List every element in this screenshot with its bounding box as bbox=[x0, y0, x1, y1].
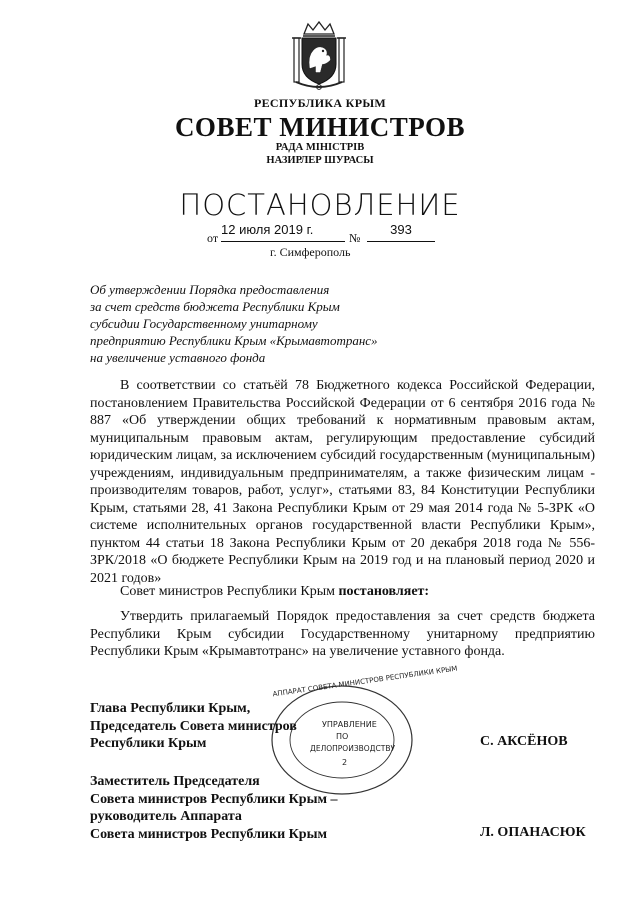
number-prefix: № bbox=[349, 231, 361, 245]
preamble-paragraph: В соответствии со статьёй 78 Бюджетного кодекса Российской Федерации, постановлением Правительства Российской Федерации от 6 сентября 2016 года № 887 «Об утверждении общих требований к нормативным правовым актам, муниципальным правовым актам, регулирующим предоставление субсидий юридическим лицам, за исключением субсидий государственным (муниципальным) учреждениям, индивидуальным предпринимателям, а также физическим лицам - производителям товаров, работ, услуг», статьями 83, 84 Конституции Республики Крым, статьями 28, 41 Закона Республики Крым от 29 мая 2014 года № 5-ЗРК «О системе исполнительных органов государственной власти Республики Крым», пунктом 44 статьи 18 Закона Республики Крым от 20 декабря 2018 года № 556-ЗРК/2018 «О бюджете Республики Крым на 2019 год и на плановый период 2020 и 2021 годов» bbox=[90, 378, 595, 586]
stamp-inner-line: УПРАВЛЕНИЕ bbox=[322, 720, 377, 729]
stamp-inner-line: ДЕЛОПРОИЗВОДСТВУ bbox=[310, 744, 396, 753]
council-heading: СОВЕТ МИНИСТРОВ bbox=[174, 112, 466, 142]
stamp-inner-line: ПО bbox=[336, 732, 349, 741]
signatory-title-line: Республики Крым bbox=[90, 736, 207, 751]
decree-subject bbox=[90, 281, 430, 366]
signatory-2-title bbox=[90, 773, 338, 843]
decree-date-number-line bbox=[207, 222, 437, 244]
council-heading-crimean-tatar: НАЗИРЛЕР ШУРАСЫ bbox=[266, 155, 374, 166]
republic-heading: РЕСПУБЛИКА КРЫМ bbox=[253, 96, 387, 110]
subject-line: Об утверждении Порядка предоставления bbox=[90, 282, 330, 297]
decree-number: 393 bbox=[367, 222, 435, 242]
crimea-coat-of-arms-icon bbox=[290, 20, 348, 90]
stamp-inner-line: 2 bbox=[342, 758, 348, 767]
signatory-title-line: Заместитель Председателя bbox=[90, 774, 260, 789]
signatory-title-line: руководитель Аппарата bbox=[90, 809, 242, 824]
stamp-ring-text: АППАРАТ СОВЕТА МИНИСТРОВ РЕСПУБЛИКИ КРЫМ bbox=[272, 664, 458, 699]
signatory-1-name: С. АКСЁНОВ bbox=[480, 734, 568, 749]
signatory-title-line: Совета министров Республики Крым – bbox=[90, 791, 338, 807]
signatory-title-line: Председатель Совета министров bbox=[90, 718, 297, 734]
operative-paragraph: Утвердить прилагаемый Порядок предоставления за счет средств бюджета Республики Крым субсидии Государственному унитарному предприятию Республики Крым «Крымавтотранс» на увеличение уставного фонда. bbox=[90, 609, 595, 659]
resolution-keyword: постановляет: bbox=[338, 584, 430, 599]
subject-line: за счет средств бюджета Республики Крым bbox=[90, 299, 340, 314]
subject-line: предприятию Республики Крым «Крымавтотранс» bbox=[90, 333, 378, 348]
decree-city: г. Симферополь bbox=[270, 245, 351, 259]
signatory-title-line: Глава Республики Крым, bbox=[90, 701, 251, 716]
signatory-2-name: Л. ОПАНАСЮК bbox=[480, 825, 586, 840]
signatory-1-title bbox=[90, 700, 297, 753]
subject-line: субсидии Государственному унитарному bbox=[90, 316, 318, 331]
decree-date: 12 июля 2019 г. bbox=[221, 222, 345, 242]
document-type-title: ПОСТАНОВЛЕНИЕ bbox=[179, 188, 461, 222]
subject-line: на увеличение уставного фонда bbox=[90, 350, 266, 365]
council-heading-ukrainian: РАДА МІНІСТРІВ bbox=[275, 142, 365, 153]
date-prefix: от bbox=[207, 231, 219, 245]
signatory-title-line: Совета министров Республики Крым bbox=[90, 826, 328, 842]
resolution-text: Совет министров Республики Крым bbox=[120, 584, 339, 599]
resolution-paragraph bbox=[90, 583, 595, 601]
